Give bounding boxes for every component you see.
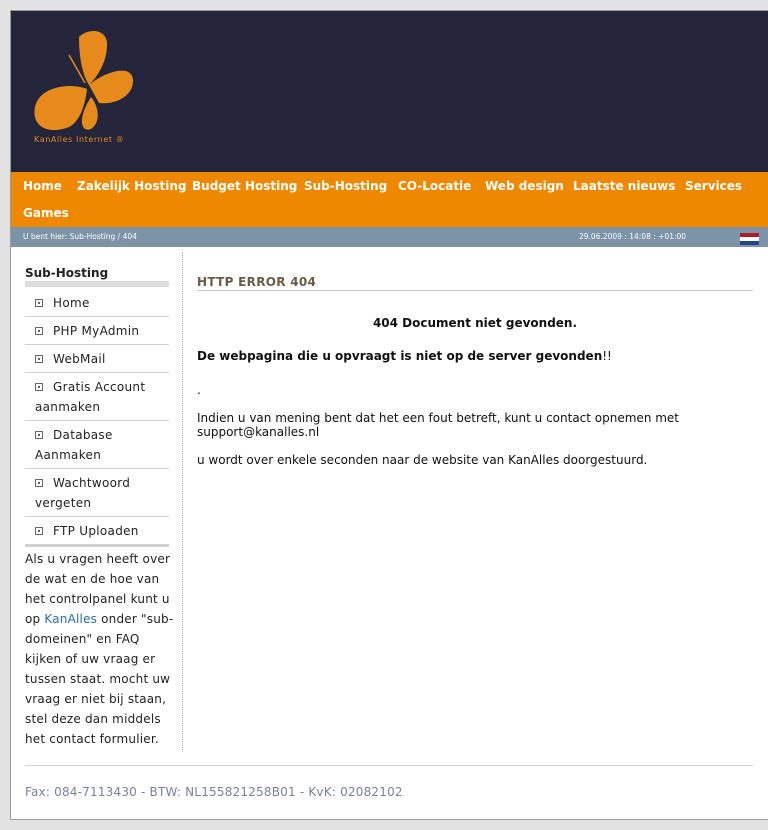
page-frame [10, 10, 768, 820]
bullet-box-icon [35, 327, 43, 335]
error-message: De webpagina die u opvraagt is niet op de server gevonden!! [197, 349, 612, 363]
nav-home[interactable]: Home [23, 179, 62, 193]
nav-budget-hosting[interactable]: Budget Hosting [192, 179, 298, 193]
sidebar-divider [25, 545, 169, 547]
nav-zakelijk-hosting[interactable]: Zakelijk Hosting [77, 179, 187, 193]
sidebar-item-label: Database Aanmaken [35, 428, 113, 462]
sidebar-title-divider [25, 281, 169, 287]
bullet-box-icon [35, 383, 43, 391]
error-heading: 404 Document niet gevonden. [372, 316, 578, 330]
sidebar-item-php-myadmin[interactable] [25, 317, 169, 345]
sidebar-title: Sub-Hosting [25, 266, 109, 280]
sidebar-item-label: Home [53, 296, 90, 310]
nav-laatste-nieuws[interactable]: Laatste nieuws [573, 179, 676, 193]
sidebar-item-gratis-account[interactable] [25, 373, 169, 421]
bullet-box-icon [35, 355, 43, 363]
sidebar-item-label: WebMail [53, 352, 106, 366]
sidebar-item-label: Gratis Account aanmaken [35, 380, 146, 414]
nav-services[interactable]: Services [685, 179, 743, 193]
sidebar-item-label: FTP Uploaden [53, 524, 139, 538]
dot-text: . [197, 383, 201, 397]
nav-sub-hosting[interactable]: Sub-Hosting [304, 179, 388, 193]
footer-text: Fax: 084-7113430 - BTW: NL155821258B01 - KvK: 02082102 [25, 785, 403, 799]
breadcrumb-bar [11, 227, 768, 247]
footer-divider [25, 765, 753, 766]
site-header [11, 11, 768, 172]
nav-web-design[interactable]: Web design [485, 179, 564, 193]
contact-text: Indien u van mening bent dat het een fout betreft, kunt u contact opnemen met support@kanalles.nl [197, 411, 680, 439]
dutch-flag-icon[interactable] [740, 233, 759, 245]
kanalles-link[interactable]: KanAlles [44, 612, 98, 626]
bullet-box-icon [35, 431, 43, 439]
logo-text: KanAlles Internet ® [34, 135, 125, 144]
sidebar-item-label: Wachtwoord vergeten [35, 476, 131, 510]
sidebar-item-home[interactable] [25, 289, 169, 317]
nav-co-locatie[interactable]: CO-Locatie [398, 179, 472, 193]
sidebar [25, 261, 169, 547]
bullet-box-icon [35, 479, 43, 487]
column-divider [182, 252, 183, 752]
nav-games[interactable]: Games [23, 206, 69, 220]
page-title: HTTP ERROR 404 [197, 275, 753, 291]
sidebar-item-label: PHP MyAdmin [53, 324, 140, 338]
sidebar-item-database-aanmaken[interactable] [25, 421, 169, 469]
main-nav [11, 172, 768, 227]
sidebar-help-text: Als u vragen heeft over de wat en de hoe van het controlpanel kunt u op KanAlles onder "sub-domeinen" en FAQ kijken of uw vraag er tussen staat. mocht uw vraag er niet bij staan, stel deze dan middels het contact formulier. [25, 552, 174, 746]
bullet-box-icon [35, 527, 43, 535]
breadcrumb: U bent hier: Sub-Hosting / 404 [23, 232, 137, 241]
main-content [197, 275, 753, 467]
bullet-box-icon [35, 299, 43, 307]
sidebar-item-wachtwoord-vergeten[interactable] [25, 469, 169, 517]
redirect-text: u wordt over enkele seconden naar de website van KanAlles doorgestuurd. [197, 453, 648, 467]
sidebar-item-webmail[interactable] [25, 345, 169, 373]
sidebar-item-ftp-uploaden[interactable] [25, 517, 169, 545]
datetime: 29.06.2009 : 14:08 : +01:00 [579, 232, 687, 241]
